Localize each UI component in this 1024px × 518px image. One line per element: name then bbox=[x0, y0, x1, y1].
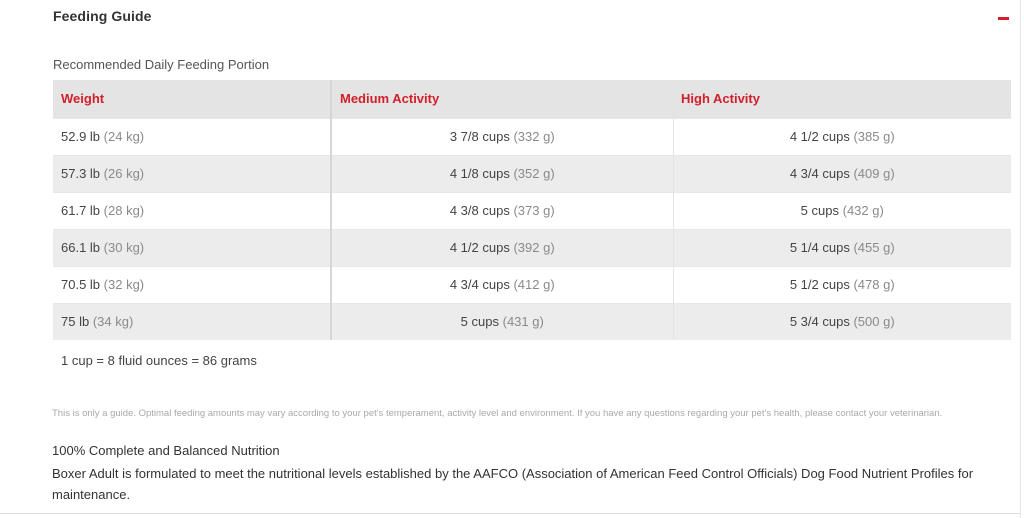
column-header-medium-activity: Medium Activity bbox=[331, 80, 673, 118]
medium-value: 4 3/4 cups bbox=[449, 277, 510, 292]
high-activity-cell bbox=[673, 303, 1011, 340]
table-row bbox=[53, 229, 1011, 266]
table-row bbox=[53, 303, 1011, 340]
weight-value: 57.3 lb bbox=[61, 166, 101, 181]
high-metric: (409 g) bbox=[853, 166, 895, 181]
high-metric: (500 g) bbox=[853, 314, 895, 330]
conversion-note: 1 cup = 8 fluid ounces = 86 grams bbox=[61, 353, 257, 368]
high-value: 5 1/2 cups bbox=[789, 277, 850, 292]
weight-cell bbox=[53, 303, 331, 340]
medium-metric: (352 g) bbox=[513, 166, 555, 181]
weight-value: 75 lb bbox=[61, 314, 90, 330]
medium-value: 4 1/8 cups bbox=[449, 166, 510, 181]
weight-metric: (28 kg) bbox=[103, 203, 145, 218]
high-metric: (432 g) bbox=[842, 203, 884, 218]
medium-activity-cell bbox=[331, 118, 673, 155]
weight-cell bbox=[53, 192, 331, 229]
table-row bbox=[53, 266, 1011, 303]
nutrition-title: 100% Complete and Balanced Nutrition bbox=[52, 443, 280, 458]
weight-value: 52.9 lb bbox=[61, 129, 101, 144]
weight-cell bbox=[53, 155, 331, 192]
medium-activity-cell bbox=[331, 303, 673, 340]
high-metric: (455 g) bbox=[853, 240, 895, 255]
column-header-weight: Weight bbox=[53, 80, 331, 118]
high-activity-cell bbox=[673, 155, 1011, 192]
high-value: 5 1/4 cups bbox=[789, 240, 850, 255]
medium-value: 4 3/8 cups bbox=[449, 203, 510, 218]
high-value: 5 cups bbox=[800, 203, 839, 218]
feeding-table-subtitle: Recommended Daily Feeding Portion bbox=[53, 57, 270, 72]
weight-cell bbox=[53, 229, 331, 266]
high-activity-cell bbox=[673, 266, 1011, 303]
weight-value: 66.1 lb bbox=[61, 240, 101, 255]
table-row bbox=[53, 118, 1011, 155]
feeding-table bbox=[53, 80, 1011, 340]
section-divider bbox=[0, 513, 1020, 514]
medium-metric: (373 g) bbox=[513, 203, 555, 218]
nutrition-description: Boxer Adult is formulated to meet the nutritional levels established by the AAFCO (Association of American Feed Control Officials) Dog Food Nutrient Profiles for maintenance. bbox=[52, 466, 974, 502]
medium-value: 4 1/2 cups bbox=[449, 240, 510, 255]
weight-cell bbox=[53, 118, 331, 155]
medium-activity-cell bbox=[331, 192, 673, 229]
medium-metric: (431 g) bbox=[502, 314, 544, 330]
medium-metric: (392 g) bbox=[513, 240, 555, 255]
weight-value: 61.7 lb bbox=[61, 203, 101, 218]
feeding-disclaimer: This is only a guide. Optimal feeding amounts may vary according to your pet's temperament, activity level and environment. If you have any questions regarding your pet's health, please contact your veterinarian. bbox=[52, 408, 943, 419]
table-row bbox=[53, 192, 1011, 229]
weight-value: 70.5 lb bbox=[61, 277, 101, 292]
high-metric: (478 g) bbox=[853, 277, 895, 292]
high-activity-cell bbox=[673, 118, 1011, 155]
minus-icon[interactable] bbox=[998, 12, 1010, 24]
medium-activity-cell bbox=[331, 155, 673, 192]
weight-metric: (30 kg) bbox=[103, 240, 145, 255]
high-value: 4 3/4 cups bbox=[789, 166, 850, 181]
medium-metric: (332 g) bbox=[513, 129, 555, 144]
medium-value: 3 7/8 cups bbox=[449, 129, 510, 144]
medium-metric: (412 g) bbox=[513, 277, 555, 292]
feeding-guide-accordion-header[interactable] bbox=[0, 0, 1020, 36]
weight-metric: (34 kg) bbox=[92, 314, 134, 330]
accordion-title: Feeding Guide bbox=[53, 8, 152, 24]
medium-activity-cell bbox=[331, 266, 673, 303]
high-activity-cell bbox=[673, 192, 1011, 229]
weight-metric: (26 kg) bbox=[103, 166, 145, 181]
high-metric: (385 g) bbox=[853, 129, 895, 144]
weight-metric: (24 kg) bbox=[103, 129, 145, 144]
table-row bbox=[53, 155, 1011, 192]
weight-metric: (32 kg) bbox=[103, 277, 145, 292]
panel-right-border bbox=[1020, 0, 1021, 518]
medium-activity-cell bbox=[331, 229, 673, 266]
feeding-table-container bbox=[53, 80, 1011, 340]
medium-value: 5 cups bbox=[460, 314, 499, 330]
high-activity-cell bbox=[673, 229, 1011, 266]
weight-cell bbox=[53, 266, 331, 303]
high-value: 5 3/4 cups bbox=[789, 314, 850, 330]
column-header-high-activity: High Activity bbox=[673, 80, 1011, 118]
table-header-row bbox=[53, 80, 1011, 118]
high-value: 4 1/2 cups bbox=[789, 129, 850, 144]
